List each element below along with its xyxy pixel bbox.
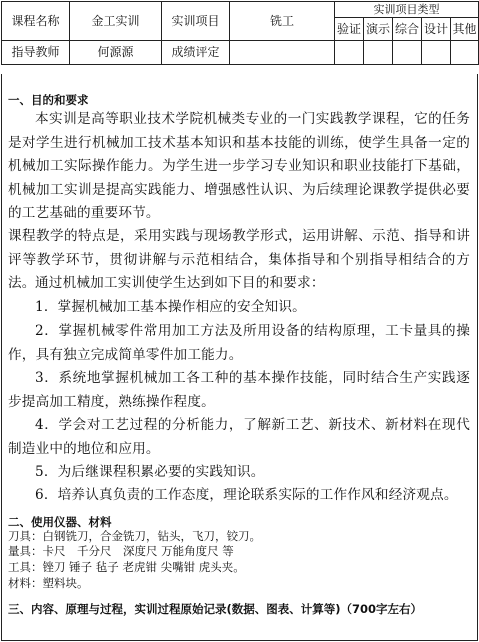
- grade-label: 成绩评定: [162, 41, 230, 65]
- type-demo: 演示: [364, 18, 393, 41]
- purpose-paragraph-2: 课程教学的特点是，采用实践与现场教学形式，运用讲解、示范、指导和讲评等教学环节，贯彻讲解与示范相结合，集体指导和个别指导相结合的方法。: [8, 228, 470, 291]
- instructor-value: 何源源: [70, 41, 162, 65]
- requirement-item: 2．掌握机械零件常用加工方法及所用设备的结构原理，工卡量具的操作，具有独立完成简单零件加工能力。: [8, 323, 470, 363]
- type-other-check[interactable]: [451, 41, 479, 65]
- section-title-purpose: 一、目的和要求: [8, 93, 89, 107]
- materials-line: 刀具：白钢铣刀，合金铣刀，钻头，飞刀，铰刀。: [8, 529, 261, 543]
- instructor-label: 指导教师: [2, 41, 70, 65]
- type-comprehensive-check[interactable]: [393, 41, 422, 65]
- type-comprehensive: 综合: [393, 18, 422, 41]
- materials-line: 工具：锉刀 锤子 毡子 老虎钳 尖嘴钳 虎头夹。: [8, 560, 245, 574]
- type-design: 设计: [422, 18, 451, 41]
- project-type-title: 实训项目类型: [335, 2, 479, 18]
- grade-value[interactable]: [230, 41, 335, 65]
- section-title-materials: 二、使用仪器、材料: [8, 515, 112, 529]
- type-verify-check[interactable]: [335, 41, 364, 65]
- section-title-process: 三、内容、原理与过程，实训过程原始记录(数据、图表、计算等)（700字左右）: [8, 602, 423, 616]
- purpose-paragraph-3: 通过机械加工实训使学生达到如下目的和要求：: [35, 275, 325, 291]
- requirement-item: 5．为后继课程积累必要的实践知识。: [35, 464, 265, 480]
- requirement-item: 6．培养认真负责的工作态度，理论联系实际的工作作风和经济观点。: [35, 487, 458, 503]
- report-body: [1, 74, 478, 641]
- header-table: [1, 1, 479, 65]
- project-value: 铣工: [230, 2, 335, 41]
- purpose-paragraph-1: 本实训是高等职业技术学院机械类专业的一门实践教学课程，它的任务是对学生进行机械加工技术基本知识和基本技能的训练，使学生具备一定的机械加工实际操作能力。为学生进一步学习专业知识和职业技能打下基础，机械加工实训是提高实践能力、增强感性认识、为后续理论课教学提供必要的工艺基础的重要环节。: [8, 111, 470, 221]
- requirement-item: 1．掌握机械加工基本操作相应的安全知识。: [35, 299, 306, 315]
- type-verify: 验证: [335, 18, 364, 41]
- requirement-item: 3．系统地掌握机械加工各工种的基本操作技能，同时结合生产实践逐步提高加工精度，熟练操作程度。: [8, 370, 470, 410]
- type-design-check[interactable]: [422, 41, 451, 65]
- type-other: 其他: [451, 18, 479, 41]
- materials-line: 量具：卡尺 千分尺 深度尺 万能角度尺 等: [8, 544, 234, 558]
- course-name-value: 金工实训: [70, 2, 162, 41]
- project-label: 实训项目: [162, 2, 230, 41]
- requirement-item: 4．学会对工艺过程的分析能力，了解新工艺、新技术、新材料在现代制造业中的地位和应用。: [8, 417, 470, 457]
- course-name-label: 课程名称: [2, 2, 70, 41]
- type-demo-check[interactable]: [364, 41, 393, 65]
- materials-line: 材料：塑料块。: [8, 576, 89, 590]
